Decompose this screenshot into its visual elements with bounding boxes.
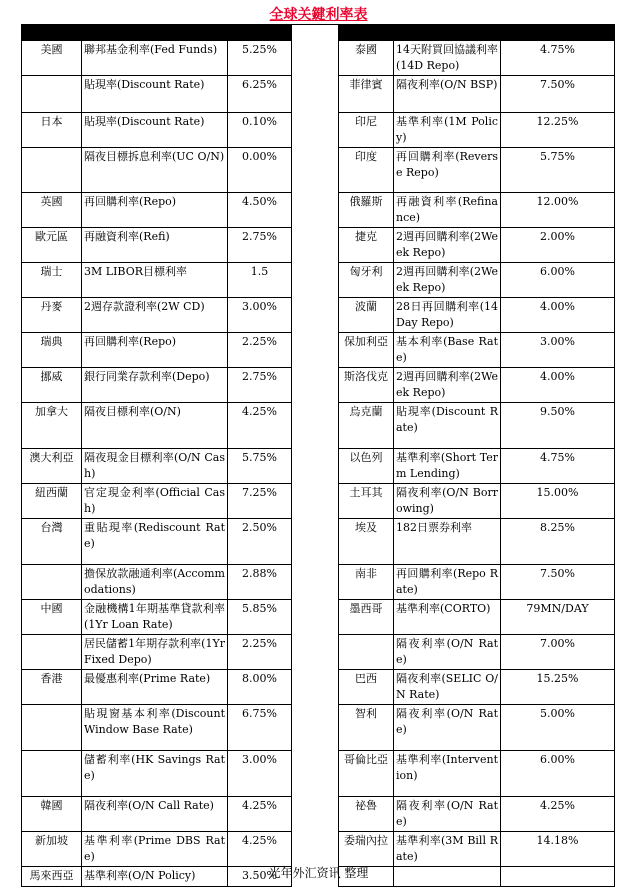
right-rate-name-cell: 再回購利率(Repo Rate) bbox=[394, 565, 501, 600]
left-rate-value-cell: 8.00% bbox=[228, 670, 292, 705]
left-rate-name-cell: 3M LIBOR目標利率 bbox=[82, 263, 228, 298]
column-gap bbox=[292, 635, 339, 670]
left-rate-name-cell: 重貼現率(Rediscount Rate) bbox=[82, 519, 228, 565]
left-country-cell: 紐西蘭 bbox=[22, 484, 82, 519]
right-rate-name-cell: 隔夜利率(O/N Borrowing) bbox=[394, 484, 501, 519]
table-row bbox=[22, 298, 615, 333]
left-rate-name-cell: 居民儲蓄1年期存款利率(1Yr Fixed Depo) bbox=[82, 635, 228, 670]
column-gap bbox=[292, 403, 339, 449]
left-country-cell bbox=[22, 76, 82, 113]
right-country-cell: 巴西 bbox=[339, 670, 394, 705]
table-row bbox=[22, 635, 615, 670]
table-row bbox=[22, 333, 615, 368]
right-rate-value-cell: 15.00% bbox=[501, 484, 615, 519]
right-country-cell: 泰國 bbox=[339, 41, 394, 76]
table-row bbox=[22, 76, 615, 113]
left-country-cell: 日本 bbox=[22, 113, 82, 148]
left-country-cell: 馬來西亞 bbox=[22, 867, 82, 887]
left-rate-name-cell: 貼現率(Discount Rate) bbox=[82, 76, 228, 113]
table-row bbox=[22, 403, 615, 449]
left-country-cell: 香港 bbox=[22, 670, 82, 705]
left-country-cell: 歐元區 bbox=[22, 228, 82, 263]
left-country-cell: 英國 bbox=[22, 193, 82, 228]
right-rate-name-cell: 2週再回購利率(2Week Repo) bbox=[394, 228, 501, 263]
column-gap bbox=[292, 705, 339, 751]
right-country-cell: 南非 bbox=[339, 565, 394, 600]
right-country-cell: 波蘭 bbox=[339, 298, 394, 333]
left-rate-value-cell: 6.75% bbox=[228, 705, 292, 751]
right-country-cell: 匈牙利 bbox=[339, 263, 394, 298]
interest-rate-table bbox=[21, 24, 615, 887]
right-country-cell: 哥倫比亞 bbox=[339, 751, 394, 797]
right-country-cell: 智利 bbox=[339, 705, 394, 751]
right-rate-value-cell: 4.75% bbox=[501, 41, 615, 76]
column-gap bbox=[292, 832, 339, 867]
column-gap bbox=[292, 298, 339, 333]
right-rate-name-cell: 隔夜利率(O/N Rate) bbox=[394, 705, 501, 751]
left-rate-value-cell: 2.25% bbox=[228, 635, 292, 670]
left-rate-name-cell: 銀行同業存款利率(Depo) bbox=[82, 368, 228, 403]
left-country-cell: 韓國 bbox=[22, 797, 82, 832]
column-gap bbox=[292, 670, 339, 705]
table-row bbox=[22, 193, 615, 228]
left-country-cell: 澳大利亞 bbox=[22, 449, 82, 484]
right-country-cell: 墨西哥 bbox=[339, 600, 394, 635]
left-rate-value-cell: 2.75% bbox=[228, 368, 292, 403]
left-rate-value-cell: 7.25% bbox=[228, 484, 292, 519]
table-row bbox=[22, 705, 615, 751]
column-gap bbox=[292, 41, 339, 76]
table-row bbox=[22, 368, 615, 403]
column-gap bbox=[292, 263, 339, 298]
right-rate-value-cell: 3.00% bbox=[501, 333, 615, 368]
column-gap bbox=[292, 113, 339, 148]
right-rate-name-cell: 再回購利率(Reverse Repo) bbox=[394, 148, 501, 193]
right-rate-name-cell: 基準利率(Intervention) bbox=[394, 751, 501, 797]
column-gap bbox=[292, 519, 339, 565]
left-rate-value-cell: 4.25% bbox=[228, 403, 292, 449]
left-rate-value-cell: 3.00% bbox=[228, 751, 292, 797]
right-rate-name-cell: 基準利率(CORTO) bbox=[394, 600, 501, 635]
table-row bbox=[22, 263, 615, 298]
page-title: 全球关鍵利率表 bbox=[269, 7, 368, 23]
right-rate-value-cell: 79MN/DAY bbox=[501, 600, 615, 635]
table-row bbox=[22, 41, 615, 76]
left-country-cell bbox=[22, 635, 82, 670]
right-rate-value-cell: 4.25% bbox=[501, 797, 615, 832]
right-rate-name-cell: 14天附買回協議利率(14D Repo) bbox=[394, 41, 501, 76]
left-rate-value-cell: 4.50% bbox=[228, 193, 292, 228]
table-row bbox=[22, 565, 615, 600]
left-country-cell: 美國 bbox=[22, 41, 82, 76]
table-row bbox=[22, 797, 615, 832]
table-row bbox=[22, 751, 615, 797]
left-rate-name-cell: 金融機構1年期基準貸款利率(1Yr Loan Rate) bbox=[82, 600, 228, 635]
left-rate-value-cell: 4.25% bbox=[228, 797, 292, 832]
left-rate-value-cell: 2.50% bbox=[228, 519, 292, 565]
right-country-cell: 印度 bbox=[339, 148, 394, 193]
right-rate-name-cell: 隔夜利率(O/N Rate) bbox=[394, 635, 501, 670]
left-rate-value-cell: 2.25% bbox=[228, 333, 292, 368]
left-rate-name-cell: 官定現金利率(Official Cash) bbox=[82, 484, 228, 519]
left-country-cell bbox=[22, 751, 82, 797]
right-rate-name-cell: 基準利率(Short Term Lending) bbox=[394, 449, 501, 484]
table-row bbox=[22, 449, 615, 484]
right-country-cell: 埃及 bbox=[339, 519, 394, 565]
column-gap bbox=[292, 751, 339, 797]
left-rate-name-cell: 基準利率(O/N Policy) bbox=[82, 867, 228, 887]
table-row bbox=[22, 600, 615, 635]
left-rate-name-cell: 再回購利率(Repo) bbox=[82, 333, 228, 368]
right-country-cell: 斯洛伐克 bbox=[339, 368, 394, 403]
left-rate-value-cell: 2.88% bbox=[228, 565, 292, 600]
column-gap bbox=[292, 600, 339, 635]
right-country-cell: 以色列 bbox=[339, 449, 394, 484]
table-row bbox=[22, 670, 615, 705]
column-gap bbox=[292, 368, 339, 403]
right-country-cell: 保加利亞 bbox=[339, 333, 394, 368]
left-country-cell: 加拿大 bbox=[22, 403, 82, 449]
left-rate-value-cell: 5.85% bbox=[228, 600, 292, 635]
right-rate-name-cell: 基準利率(3M Bill Rate) bbox=[394, 832, 501, 867]
column-gap bbox=[292, 797, 339, 832]
right-rate-value-cell: 7.50% bbox=[501, 565, 615, 600]
left-country-cell: 挪威 bbox=[22, 368, 82, 403]
column-gap bbox=[292, 449, 339, 484]
table-row bbox=[22, 484, 615, 519]
right-rate-value-cell: 4.00% bbox=[501, 368, 615, 403]
left-rate-name-cell: 再回購利率(Repo) bbox=[82, 193, 228, 228]
right-rate-value-cell: 8.25% bbox=[501, 519, 615, 565]
right-rate-name-cell: 2週再回購利率(2Week Repo) bbox=[394, 368, 501, 403]
right-country-cell: 印尼 bbox=[339, 113, 394, 148]
right-rate-name-cell: 隔夜利率(SELIC O/N Rate) bbox=[394, 670, 501, 705]
left-rate-name-cell: 隔夜目標拆息利率(UC O/N) bbox=[82, 148, 228, 193]
left-rate-value-cell: 0.10% bbox=[228, 113, 292, 148]
right-country-cell: 委瑞內拉 bbox=[339, 832, 394, 867]
right-rate-name-cell: 基本利率(Base Rate) bbox=[394, 333, 501, 368]
right-country-cell: 俄羅斯 bbox=[339, 193, 394, 228]
left-rate-name-cell: 隔夜目標利率(O/N) bbox=[82, 403, 228, 449]
left-rate-name-cell: 隔夜利率(O/N Call Rate) bbox=[82, 797, 228, 832]
left-rate-value-cell: 4.25% bbox=[228, 832, 292, 867]
source-footer: 光年外汇资讯 整理 bbox=[268, 866, 369, 880]
right-country-cell bbox=[339, 635, 394, 670]
left-rate-value-cell: 3.50% bbox=[228, 867, 292, 887]
column-gap bbox=[292, 228, 339, 263]
right-country-cell: 土耳其 bbox=[339, 484, 394, 519]
left-rate-value-cell: 1.5 bbox=[228, 263, 292, 298]
left-rate-name-cell: 再融資利率(Refi) bbox=[82, 228, 228, 263]
right-rate-value-cell: 4.00% bbox=[501, 298, 615, 333]
right-rate-value-cell: 5.00% bbox=[501, 705, 615, 751]
right-rate-value-cell: 12.00% bbox=[501, 193, 615, 228]
table-row bbox=[22, 113, 615, 148]
left-rate-name-cell: 基準利率(Prime DBS Rate) bbox=[82, 832, 228, 867]
right-rate-value-cell: 7.00% bbox=[501, 635, 615, 670]
right-rate-value-cell: 7.50% bbox=[501, 76, 615, 113]
left-rate-name-cell: 儲蓄利率(HK Savings Rate) bbox=[82, 751, 228, 797]
left-rate-value-cell: 5.75% bbox=[228, 449, 292, 484]
right-rate-name-cell: 隔夜利率(O/N Rate) bbox=[394, 797, 501, 832]
left-rate-value-cell: 3.00% bbox=[228, 298, 292, 333]
right-rate-value-cell: 15.25% bbox=[501, 670, 615, 705]
column-gap bbox=[292, 193, 339, 228]
left-country-cell bbox=[22, 705, 82, 751]
right-rate-value-cell: 14.18% bbox=[501, 832, 615, 867]
left-country-cell: 台灣 bbox=[22, 519, 82, 565]
right-rate-name-cell: 2週再回購利率(2Week Repo) bbox=[394, 263, 501, 298]
column-gap bbox=[292, 148, 339, 193]
right-country-cell: 菲律賓 bbox=[339, 76, 394, 113]
left-rate-value-cell: 6.25% bbox=[228, 76, 292, 113]
left-country-cell bbox=[22, 565, 82, 600]
left-country-cell: 中國 bbox=[22, 600, 82, 635]
left-country-cell: 丹麥 bbox=[22, 298, 82, 333]
left-rate-name-cell: 最優惠利率(Prime Rate) bbox=[82, 670, 228, 705]
right-country-cell: 捷克 bbox=[339, 228, 394, 263]
column-gap bbox=[292, 333, 339, 368]
right-rate-value-cell: 5.75% bbox=[501, 148, 615, 193]
column-gap bbox=[292, 484, 339, 519]
right-rate-name-cell: 再融資利率(Refinance) bbox=[394, 193, 501, 228]
right-rate-name-cell: 182日票券利率 bbox=[394, 519, 501, 565]
right-rate-name-cell: 隔夜利率(O/N BSP) bbox=[394, 76, 501, 113]
right-rate-value-cell: 6.00% bbox=[501, 751, 615, 797]
right-rate-value-cell: 4.75% bbox=[501, 449, 615, 484]
left-country-cell: 瑞士 bbox=[22, 263, 82, 298]
left-rate-value-cell: 2.75% bbox=[228, 228, 292, 263]
table-row bbox=[22, 519, 615, 565]
left-rate-name-cell: 隔夜現金目標利率(O/N Cash) bbox=[82, 449, 228, 484]
right-rate-name-cell: 基準利率(1M Policy) bbox=[394, 113, 501, 148]
left-rate-name-cell: 擔保放款融通利率(Accommodations) bbox=[82, 565, 228, 600]
right-rate-value-cell: 12.25% bbox=[501, 113, 615, 148]
column-gap bbox=[292, 565, 339, 600]
left-rate-name-cell: 聯邦基金利率(Fed Funds) bbox=[82, 41, 228, 76]
left-rate-value-cell: 5.25% bbox=[228, 41, 292, 76]
right-rate-name-cell: 貼現率(Discount Rate) bbox=[394, 403, 501, 449]
left-country-cell: 新加坡 bbox=[22, 832, 82, 867]
left-country-cell: 瑞典 bbox=[22, 333, 82, 368]
right-rate-name-cell: 28日再回購利率(14Day Repo) bbox=[394, 298, 501, 333]
table-row bbox=[22, 228, 615, 263]
left-rate-value-cell: 0.00% bbox=[228, 148, 292, 193]
left-country-cell bbox=[22, 148, 82, 193]
right-rate-value-cell: 2.00% bbox=[501, 228, 615, 263]
table-row bbox=[22, 832, 615, 867]
left-rate-name-cell: 2週存款證利率(2W CD) bbox=[82, 298, 228, 333]
right-rate-value-cell: 6.00% bbox=[501, 263, 615, 298]
left-rate-name-cell: 貼現率(Discount Rate) bbox=[82, 113, 228, 148]
right-country-cell: 祕魯 bbox=[339, 797, 394, 832]
right-country-cell: 烏克蘭 bbox=[339, 403, 394, 449]
column-gap bbox=[292, 76, 339, 113]
table-row bbox=[22, 148, 615, 193]
table-header-row bbox=[22, 25, 615, 41]
right-rate-value-cell: 9.50% bbox=[501, 403, 615, 449]
left-rate-name-cell: 貼現窗基本利率(Discount Window Base Rate) bbox=[82, 705, 228, 751]
